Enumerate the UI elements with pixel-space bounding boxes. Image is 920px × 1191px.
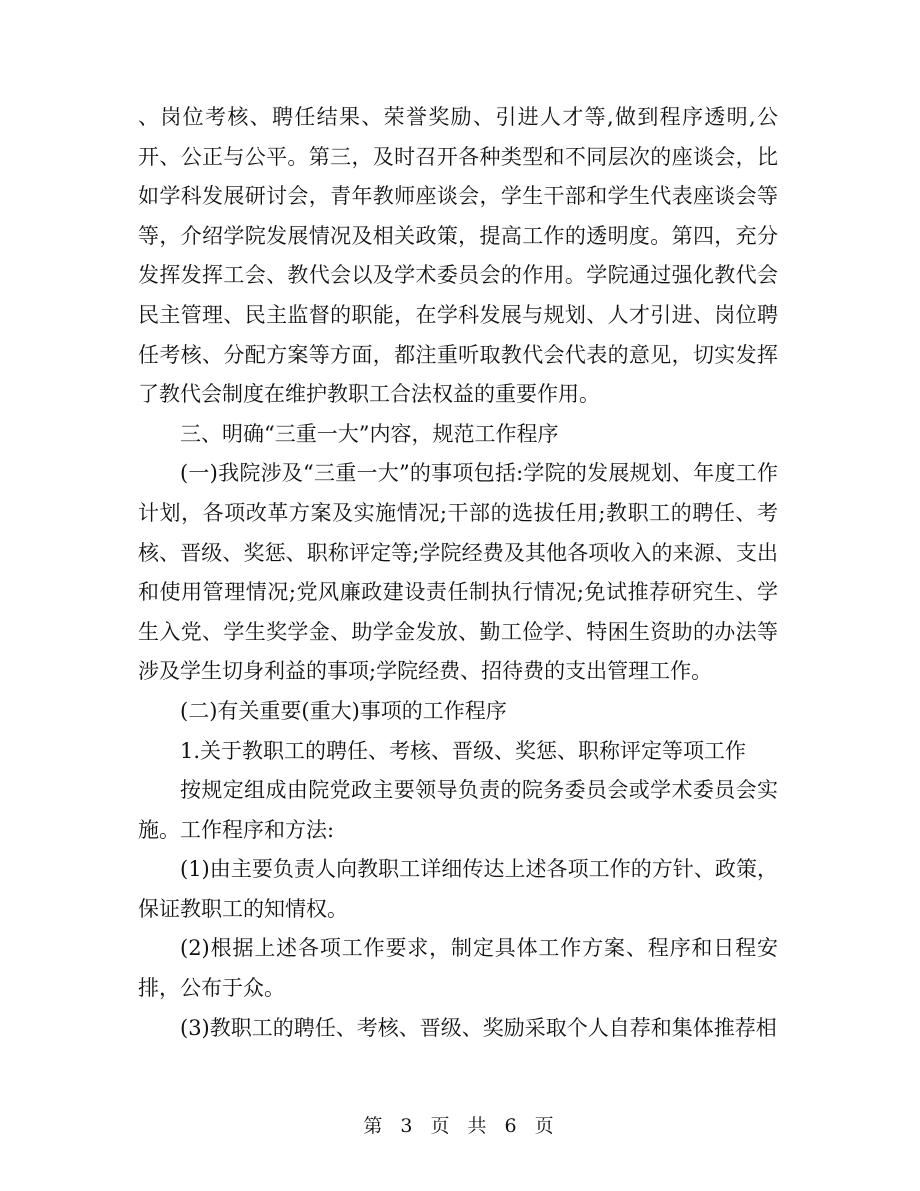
document-body xyxy=(138,98,778,1048)
subheading-procedures: (二)有关重要(重大)事项的工作程序 xyxy=(180,698,507,723)
step-3: (3)教职工的聘任、考核、晋级、奖励采取个人自荐和集体推荐相 xyxy=(180,1015,777,1040)
step-1: (1)由主要负责人向教职工详细传达上述各项工作的方针、政策，保证教职工的知情权。 xyxy=(138,857,778,921)
paragraph-major-matters: (一)我院涉及“三重一大”的事项包括:学院的发展规划、年度工作计划，各项改革方案及实施情况;干部的选拔任用;教职工的聘任、考核、晋级、奖惩、职称评定等;学院经费及其他各项收入的来源、支出和使用管理情况;党风廉政建设责任制执行情况;免试推荐研究生、学生入党、学生奖学金、助学金发放、勤工俭学、特困生资助的办法等涉及学生切身利益的事项;学院经费、招待费的支出管理工作。 xyxy=(138,461,778,684)
item-1-heading: 1.关于教职工的聘任、考核、晋级、奖惩、职称评定等项工作 xyxy=(180,738,747,763)
page-number-footer: 第 3 页 共 6 页 xyxy=(363,1115,557,1137)
paragraph-1: 、岗位考核、聘任结果、荣誉奖励、引进人才等,做到程序透明,公开、公正与公平。第三，及时召开各种类型和不同层次的座谈会，比如学科发展研讨会，青年教师座谈会，学生干部和学生代表座谈会等等，介绍学院发展情况及相关政策，提高工作的透明度。第四，充分发挥发挥工会、教代会以及学术委员会的作用。学院通过强化教代会民主管理、民主监督的职能，在学科发展与规划、人才引进、岗位聘任考核、分配方案等方面，都注重听取教代会代表的意见，切实发挥了教代会制度在维护教职工合法权益的重要作用。 xyxy=(138,105,778,407)
step-2: (2)根据上述各项工作要求，制定具体工作方案、程序和日程安排，公布于众。 xyxy=(138,936,778,1001)
section-heading-3: 三、明确“三重一大”内容，规范工作程序 xyxy=(180,421,559,446)
item-1-body: 按规定组成由院党政主要领导负责的院务委员会或学术委员会实施。工作程序和方法: xyxy=(138,778,778,842)
